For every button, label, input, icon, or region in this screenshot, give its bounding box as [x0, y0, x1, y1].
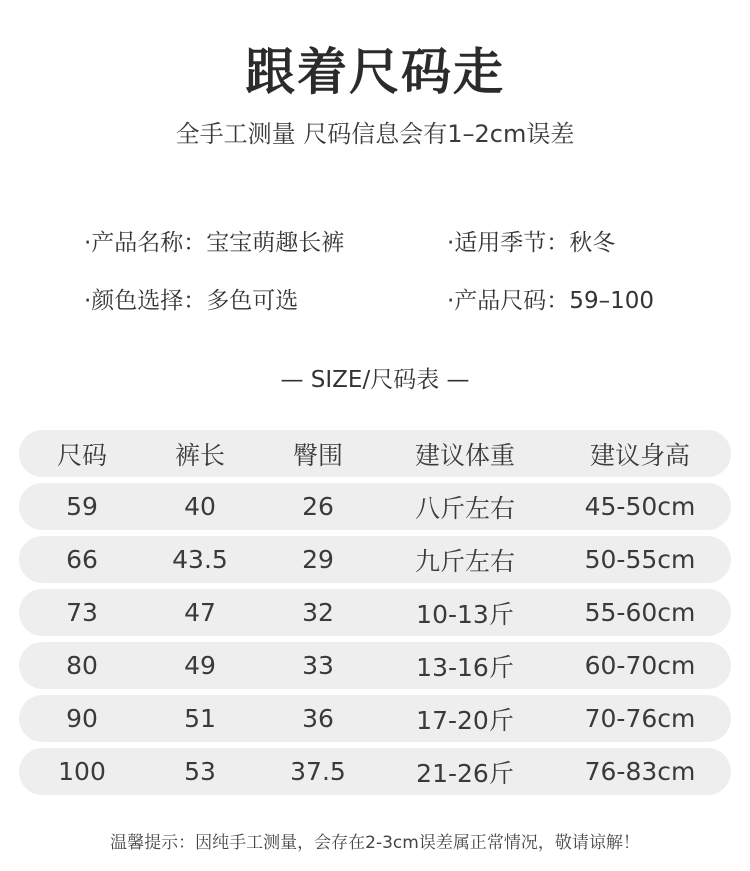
table-cell: 47	[184, 598, 216, 627]
size-table-heading: — SIZE/尺码表 —	[280, 367, 470, 393]
table-cell: 53	[184, 757, 216, 786]
column-header-hip: 臀围	[292, 440, 343, 470]
column-header-size: 尺码	[56, 440, 107, 470]
table-cell: 40	[184, 492, 216, 521]
table-cell: 73	[66, 598, 98, 627]
column-header-weight: 建议体重	[414, 440, 515, 470]
table-cell: 26	[302, 492, 334, 521]
table-cell: 70-76cm	[584, 704, 696, 733]
table-cell: 80	[66, 651, 98, 680]
table-cell: 66	[66, 545, 98, 574]
footnote: 温馨提示：因纯手工测量，会存在2-3cm误差属正常情况，敬请谅解！	[110, 833, 640, 853]
table-cell: 29	[302, 545, 334, 574]
table-cell: 43.5	[172, 545, 228, 574]
page-title: 跟着尺码走	[245, 43, 505, 101]
column-header-length: 裤长	[174, 440, 225, 470]
table-cell: 17-20斤	[416, 705, 514, 735]
table-cell: 45-50cm	[584, 492, 696, 521]
table-cell: 60-70cm	[584, 651, 696, 680]
info-season: ·适用季节：秋冬	[447, 230, 616, 256]
info-color-choice: ·颜色选择：多色可选	[84, 288, 299, 314]
size-table	[19, 430, 731, 801]
table-row	[19, 695, 731, 742]
table-cell: 10-13斤	[416, 599, 514, 629]
table-row	[19, 748, 731, 795]
table-cell: 49	[184, 651, 216, 680]
table-cell: 90	[66, 704, 98, 733]
table-cell: 32	[302, 598, 334, 627]
table-header-row	[19, 430, 731, 477]
table-cell: 100	[58, 757, 106, 786]
table-cell: 55-60cm	[584, 598, 696, 627]
table-cell: 50-55cm	[584, 545, 696, 574]
info-product-size: ·产品尺码：59–100	[447, 288, 654, 314]
table-row	[19, 642, 731, 689]
table-cell: 51	[184, 704, 216, 733]
table-cell: 36	[302, 704, 334, 733]
table-cell: 八斤左右	[414, 493, 515, 523]
info-product-name: ·产品名称：宝宝萌趣长裤	[84, 230, 345, 256]
table-row	[19, 483, 731, 530]
table-row	[19, 589, 731, 636]
page-subtitle: 全手工测量 尺码信息会有1–2cm误差	[175, 120, 575, 148]
table-cell: 13-16斤	[416, 652, 514, 682]
table-cell: 33	[302, 651, 334, 680]
table-row	[19, 536, 731, 583]
table-cell: 九斤左右	[414, 546, 515, 576]
column-header-height: 建议身高	[589, 440, 690, 470]
table-cell: 21-26斤	[416, 758, 514, 788]
table-cell: 37.5	[290, 757, 346, 786]
table-cell: 59	[66, 492, 98, 521]
table-cell: 76-83cm	[584, 757, 696, 786]
